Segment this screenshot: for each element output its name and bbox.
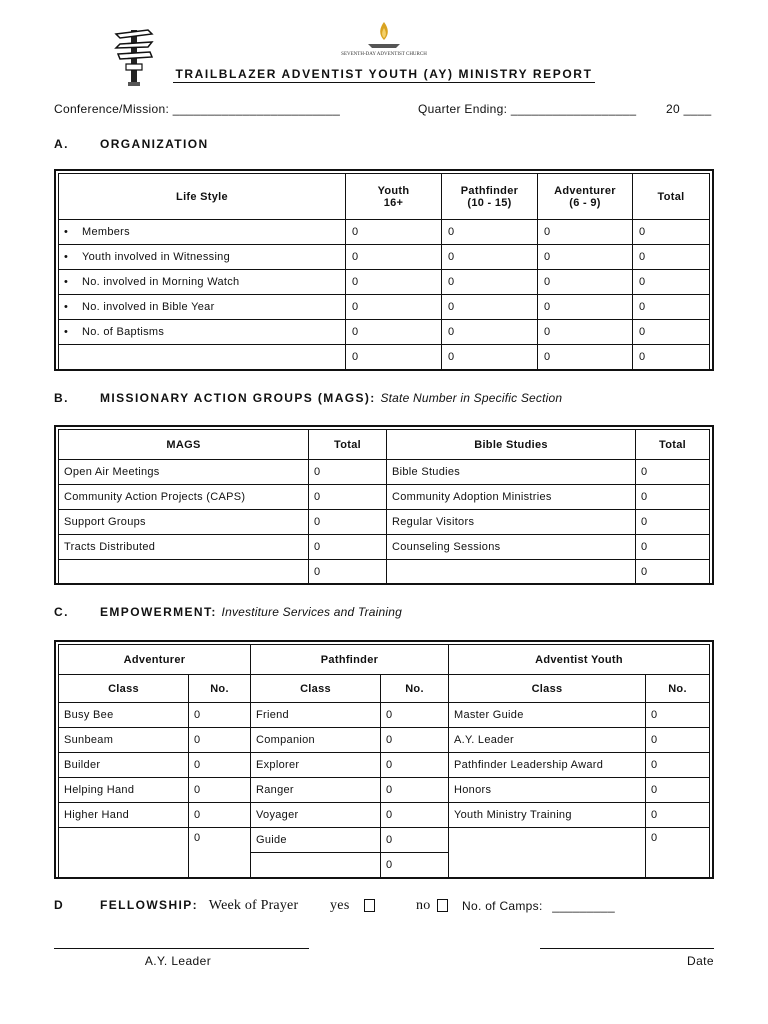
- week-of-prayer-no[interactable]: no: [416, 898, 448, 914]
- pathfinder-class: Guide: [251, 828, 381, 853]
- year-field[interactable]: 20 ____: [666, 102, 712, 116]
- mags-item: Tracts Distributed: [59, 535, 309, 560]
- mags-count[interactable]: 0: [309, 535, 387, 560]
- col-class: Class: [251, 675, 381, 703]
- table-row: [59, 485, 710, 510]
- week-of-prayer-yes[interactable]: yes: [330, 898, 375, 914]
- adventurer-count[interactable]: 0: [189, 778, 251, 803]
- adventurer-count[interactable]: 0: [189, 703, 251, 728]
- section-b-heading: B. MISSIONARY ACTION GROUPS (MAGS): State Number in Specific Section: [54, 391, 563, 405]
- page-title: TRAILBLAZER ADVENTIST YOUTH (AY) MINISTRY REPORT: [175, 67, 593, 81]
- mags-count[interactable]: 0: [636, 460, 710, 485]
- col-no: No.: [646, 675, 710, 703]
- yes-checkbox[interactable]: [364, 899, 375, 912]
- row-value[interactable]: 0: [442, 345, 538, 370]
- col-total: Total: [633, 174, 710, 220]
- mags-item: [387, 560, 636, 585]
- row-value[interactable]: 0: [538, 320, 633, 345]
- table-row: [59, 510, 710, 535]
- ay-count[interactable]: 0: [646, 703, 710, 728]
- adventurer-count[interactable]: 0: [189, 828, 251, 878]
- mags-item: Open Air Meetings: [59, 460, 309, 485]
- row-value[interactable]: 0: [538, 295, 633, 320]
- pathfinder-class: Ranger: [251, 778, 381, 803]
- col-life-style: Life Style: [59, 174, 346, 220]
- row-value[interactable]: 0: [633, 320, 710, 345]
- group-pathfinder: Pathfinder: [251, 645, 449, 675]
- pathfinder-class: Explorer: [251, 753, 381, 778]
- table-row: [59, 753, 710, 778]
- row-value[interactable]: 0: [538, 220, 633, 245]
- row-value[interactable]: 0: [538, 345, 633, 370]
- col-adventurer: Adventurer (6 - 9): [538, 174, 633, 220]
- row-value[interactable]: 0: [538, 270, 633, 295]
- pathfinder-count[interactable]: 0: [381, 803, 449, 828]
- date-label: Date: [687, 954, 714, 968]
- table-row: [59, 828, 710, 853]
- ay-class: Youth Ministry Training: [449, 803, 646, 828]
- church-logo: [341, 20, 427, 64]
- table-row: [59, 320, 710, 345]
- col-bible-total: Total: [636, 430, 710, 460]
- row-value[interactable]: 0: [442, 245, 538, 270]
- mags-item: [59, 560, 309, 585]
- group-adventist-youth: Adventist Youth: [449, 645, 710, 675]
- table-row: [59, 703, 710, 728]
- adventurer-count[interactable]: 0: [189, 728, 251, 753]
- ay-count[interactable]: 0: [646, 803, 710, 828]
- leader-signature-label: A.Y. Leader: [144, 954, 212, 968]
- table-row: [59, 295, 710, 320]
- row-value[interactable]: 0: [538, 245, 633, 270]
- section-c-heading: C. EMPOWERMENT: Investiture Services and Training: [54, 605, 402, 619]
- table-row: [59, 220, 710, 245]
- row-value[interactable]: 0: [633, 295, 710, 320]
- pathfinder-count[interactable]: 0: [381, 778, 449, 803]
- pathfinder-count[interactable]: 0: [381, 728, 449, 753]
- mags-item: Bible Studies: [387, 460, 636, 485]
- ay-count[interactable]: 0: [646, 778, 710, 803]
- section-a-heading: A. ORGANIZATION: [54, 137, 209, 151]
- pathfinder-class: Companion: [251, 728, 381, 753]
- organization-table: [54, 169, 714, 371]
- mags-count[interactable]: 0: [636, 485, 710, 510]
- mags-item: Support Groups: [59, 510, 309, 535]
- adventurer-count[interactable]: 0: [189, 803, 251, 828]
- table-row: [59, 345, 710, 370]
- mags-item: Community Action Projects (CAPS): [59, 485, 309, 510]
- ay-class: Master Guide: [449, 703, 646, 728]
- row-value[interactable]: 0: [442, 270, 538, 295]
- quarter-ending-field[interactable]: Quarter Ending: __________________: [418, 102, 637, 116]
- pathfinder-class: [251, 853, 381, 878]
- empowerment-table: [54, 640, 714, 879]
- table-row: [59, 535, 710, 560]
- adventurer-class: Builder: [59, 753, 189, 778]
- table-row: [59, 560, 710, 585]
- table-row: [59, 728, 710, 753]
- row-value[interactable]: 0: [346, 270, 442, 295]
- row-value[interactable]: 0: [633, 245, 710, 270]
- ay-class: A.Y. Leader: [449, 728, 646, 753]
- row-label: • No. involved in Bible Year: [59, 295, 346, 320]
- row-value[interactable]: 0: [442, 220, 538, 245]
- row-label: • No. involved in Morning Watch: [59, 270, 346, 295]
- row-label: • Youth involved in Witnessing: [59, 245, 346, 270]
- mags-item: Community Adoption Ministries: [387, 485, 636, 510]
- row-value[interactable]: 0: [633, 345, 710, 370]
- adventurer-class: [59, 828, 189, 878]
- pathfinder-class: Voyager: [251, 803, 381, 828]
- pathfinder-class: Friend: [251, 703, 381, 728]
- col-no: No.: [189, 675, 251, 703]
- camps-field[interactable]: No. of Camps: _________: [462, 899, 615, 913]
- mags-item: Counseling Sessions: [387, 535, 636, 560]
- date-line[interactable]: [540, 948, 714, 949]
- row-value[interactable]: 0: [442, 295, 538, 320]
- col-pathfinder: Pathfinder (10 - 15): [442, 174, 538, 220]
- col-mags: MAGS: [59, 430, 309, 460]
- row-label: • No. of Baptisms: [59, 320, 346, 345]
- row-value[interactable]: 0: [346, 295, 442, 320]
- mags-count[interactable]: 0: [309, 510, 387, 535]
- row-label: • Members: [59, 220, 346, 245]
- ay-class: Honors: [449, 778, 646, 803]
- no-checkbox[interactable]: [437, 899, 448, 912]
- col-class: Class: [59, 675, 189, 703]
- ay-count[interactable]: 0: [646, 728, 710, 753]
- table-row: [59, 778, 710, 803]
- adventurer-class: Busy Bee: [59, 703, 189, 728]
- row-value[interactable]: 0: [442, 320, 538, 345]
- row-value[interactable]: 0: [346, 220, 442, 245]
- ay-class: Pathfinder Leadership Award: [449, 753, 646, 778]
- section-d-heading: D FELLOWSHIP: Week of Prayer: [54, 898, 299, 913]
- pathfinder-count[interactable]: 0: [381, 703, 449, 728]
- pathfinder-count[interactable]: 0: [381, 853, 449, 878]
- ay-class: [449, 828, 646, 878]
- mags-item: Regular Visitors: [387, 510, 636, 535]
- table-row: [59, 245, 710, 270]
- leader-signature-line[interactable]: [54, 948, 309, 949]
- svg-text:SEVENTH-DAY ADVENTIST CHURCH: SEVENTH-DAY ADVENTIST CHURCH: [341, 52, 427, 57]
- adventurer-count[interactable]: 0: [189, 753, 251, 778]
- mags-count[interactable]: 0: [636, 560, 710, 585]
- col-mags-total: Total: [309, 430, 387, 460]
- col-no: No.: [381, 675, 449, 703]
- mags-count[interactable]: 0: [309, 560, 387, 585]
- row-value[interactable]: 0: [346, 345, 442, 370]
- mags-count[interactable]: 0: [309, 485, 387, 510]
- pathfinder-count[interactable]: 0: [381, 753, 449, 778]
- mags-count[interactable]: 0: [636, 535, 710, 560]
- mags-table: [54, 425, 714, 585]
- group-adventurer: Adventurer: [59, 645, 251, 675]
- adventurer-class: Helping Hand: [59, 778, 189, 803]
- row-label: [59, 345, 346, 370]
- pathfinder-count[interactable]: 0: [381, 828, 449, 853]
- table-row: [59, 270, 710, 295]
- adventurer-class: Higher Hand: [59, 803, 189, 828]
- col-class: Class: [449, 675, 646, 703]
- conference-field[interactable]: Conference/Mission: ________________________: [54, 102, 341, 116]
- adventurer-class: Sunbeam: [59, 728, 189, 753]
- row-value[interactable]: 0: [346, 245, 442, 270]
- mags-count[interactable]: 0: [636, 510, 710, 535]
- row-value[interactable]: 0: [346, 320, 442, 345]
- ay-count[interactable]: 0: [646, 753, 710, 778]
- ay-count[interactable]: 0: [646, 828, 710, 878]
- table-row: [59, 460, 710, 485]
- row-value[interactable]: 0: [633, 220, 710, 245]
- col-youth: Youth 16+: [346, 174, 442, 220]
- table-row: [59, 803, 710, 828]
- mags-count[interactable]: 0: [309, 460, 387, 485]
- col-bible-studies: Bible Studies: [387, 430, 636, 460]
- row-value[interactable]: 0: [633, 270, 710, 295]
